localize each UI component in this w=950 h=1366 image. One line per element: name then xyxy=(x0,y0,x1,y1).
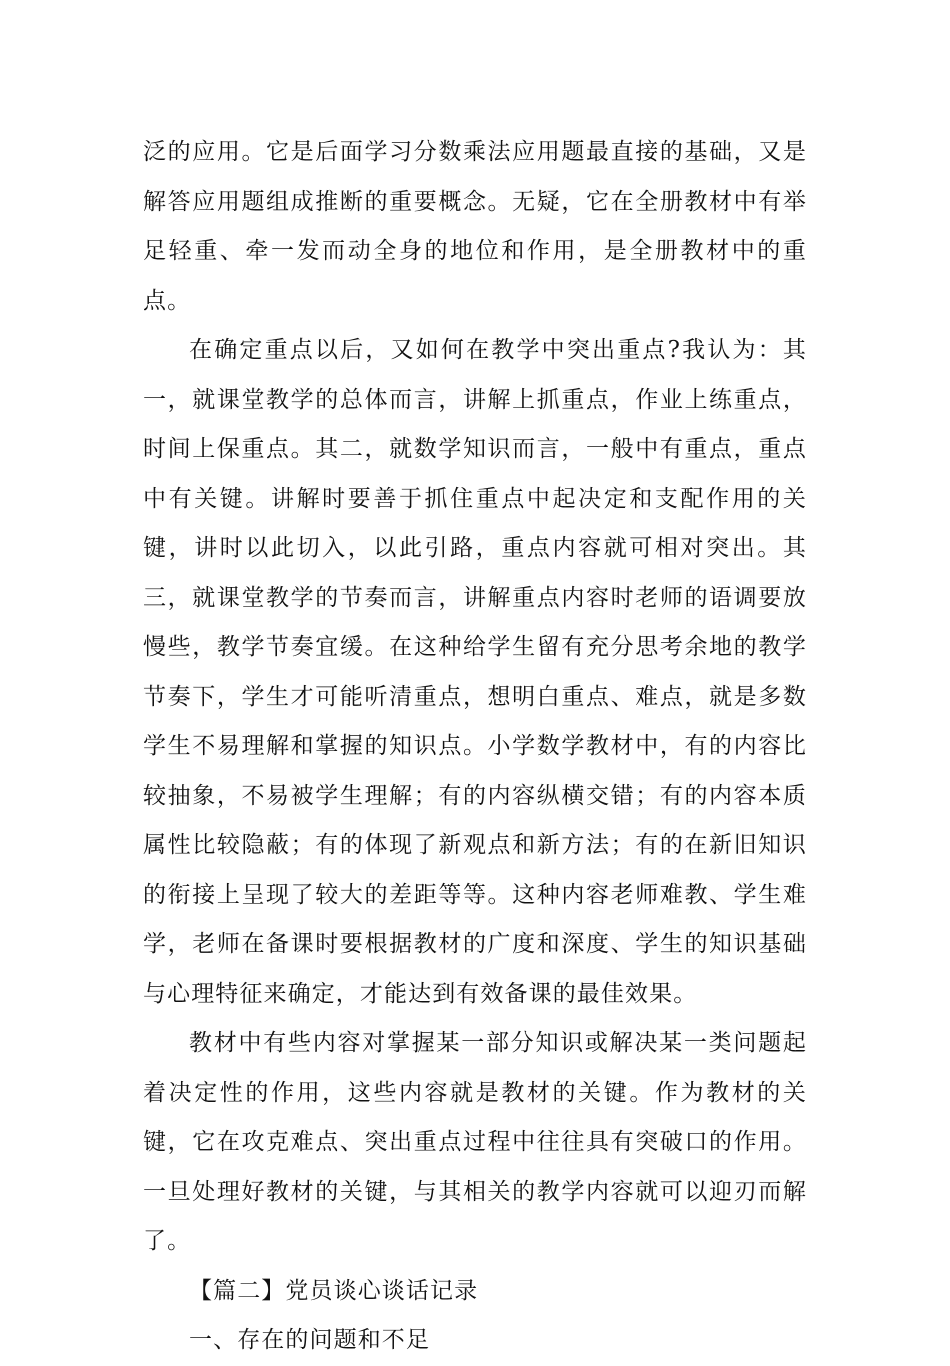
section-heading: 【篇二】党员谈心谈话记录 xyxy=(189,1277,479,1304)
paragraph-key-points: 在确定重点以后，又如何在教学中突出重点?我认为：其一，就课堂教学的总体而言，讲解上抓重点，作业上练重点，时间上保重点。其二，就数学知识而言，一般中有重点，重点中有关键。讲解时要善于抓住重点中起决定和支配作用的关键，讲时以此切入，以此引路，重点内容就可相对突出。其三，就课堂教学的节奏而言，讲解重点内容时老师的语调要放慢些，教学节奏宜缓。在这种给学生留有充分思考余地的教学节奏下，学生才可能听清重点，想明白重点、难点，就是多数学生不易理解和掌握的知识点。小学数学教材中，有的内容比较抽象，不易被学生理解；有的内容纵横交错；有的内容本质属性比较隐蔽；有的体现了新观点和新方法；有的在新旧知识的衔接上呈现了较大的差距等等。这种内容老师难教、学生难学，老师在备课时要根据教材的广度和深度、学生的知识基础与心理特征来确定，才能达到有效备课的最佳效果。 xyxy=(143,337,807,1007)
subsection-heading: 一、存在的问题和不足 xyxy=(189,1327,430,1353)
paragraph-textbook-key: 教材中有些内容对掌握某一部分知识或解决某一类问题起着决定性的作用，这些内容就是教材的关键。作为教材的关键，它在攻克难点、突出重点过程中往往具有突破口的作用。一旦处理好教材的关键，与其相关的教学内容就可以迎刃而解了。 xyxy=(143,1030,807,1254)
document-body xyxy=(143,128,807,1366)
paragraph-continuation: 泛的应用。它是后面学习分数乘法应用题最直接的基础，又是解答应用题组成推断的重要概念。无疑，它在全册教材中有举足轻重、牵一发而动全身的地位和作用，是全册教材中的重点。 xyxy=(143,139,807,314)
